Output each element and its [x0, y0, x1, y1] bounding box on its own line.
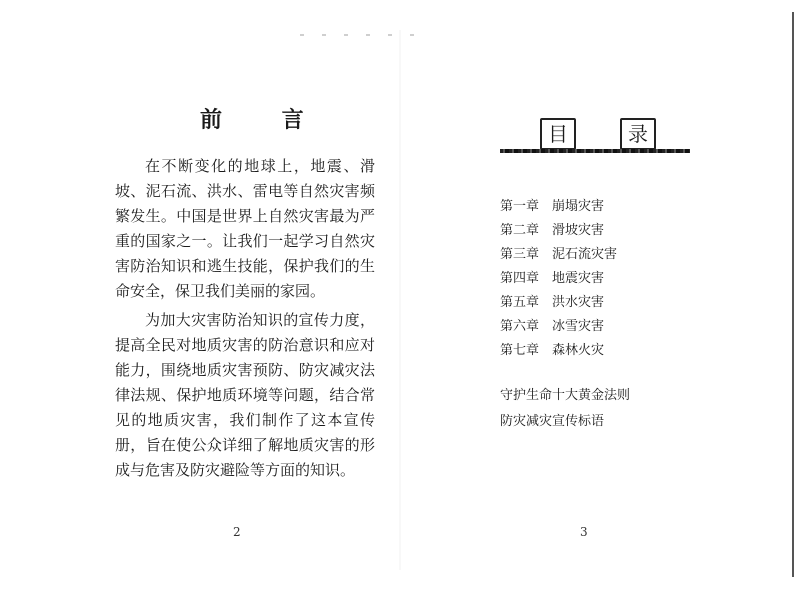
chapter-title: 地震灾害 [552, 270, 605, 286]
page-number-left: 2 [233, 525, 241, 539]
toc-divider [500, 149, 690, 153]
chapter-number: 第二章 [500, 222, 540, 238]
toc-extra-list [500, 380, 630, 432]
chapter-title: 冰雪灾害 [552, 318, 605, 334]
toc-item-chapter-2[interactable] [500, 216, 617, 240]
toc-item-chapter-7[interactable] [500, 336, 617, 360]
toc-title-char-1: 目 [540, 118, 576, 150]
toc-item-chapter-6[interactable] [500, 312, 617, 336]
toc-item-extra-1[interactable]: 守护生命十大黄金法则 [500, 387, 631, 403]
toc-item-chapter-5[interactable] [500, 288, 617, 312]
chapter-title: 崩塌灾害 [552, 198, 605, 214]
chapter-number: 第三章 [500, 246, 540, 262]
chapter-title: 森林火灾 [552, 342, 605, 358]
toc-title-char-2: 录 [620, 118, 656, 150]
chapter-number: 第七章 [500, 342, 540, 358]
chapter-title: 滑坡灾害 [552, 222, 605, 238]
toc-page [400, 0, 800, 590]
chapter-title: 泥石流灾害 [552, 246, 618, 262]
chapter-number: 第五章 [500, 294, 540, 310]
chapter-title: 洪水灾害 [552, 294, 605, 310]
toc-item-chapter-3[interactable] [500, 240, 617, 264]
chapter-number: 第六章 [500, 318, 540, 334]
page-number-right: 3 [580, 525, 588, 539]
toc-item-chapter-4[interactable] [500, 264, 617, 288]
toc-chapter-list [500, 192, 617, 360]
preface-paragraph-2: 为加大灾害防治知识的宣传力度，提高全民对地质灾害的防治意识和应对能力，围绕地质灾害预防、防灾减灾法律法规、保护地质环境等问题，结合常见的地质灾害，我们制作了这本宣传册，旨在使公众详细了解地质灾害的形成与危害及防灾避险等方面的知识。 [115, 311, 375, 479]
toc-item-extra-2[interactable]: 防灾减灾宣传标语 [500, 413, 605, 429]
preface-title: 前 言 [200, 107, 330, 133]
preface-paragraph-1: 在不断变化的地球上，地震、滑坡、泥石流、洪水、雷电等自然灾害频繁发生。中国是世界上自然灾害最为严重的国家之一。让我们一起学习自然灾害防治知识和逃生技能，保护我们的生命安全，保卫我们美丽的家园。 [115, 157, 375, 300]
toc-item-chapter-1[interactable] [500, 192, 617, 216]
toc-title [540, 118, 656, 150]
chapter-number: 第一章 [500, 198, 540, 214]
preface-body [115, 154, 375, 487]
chapter-number: 第四章 [500, 270, 540, 286]
